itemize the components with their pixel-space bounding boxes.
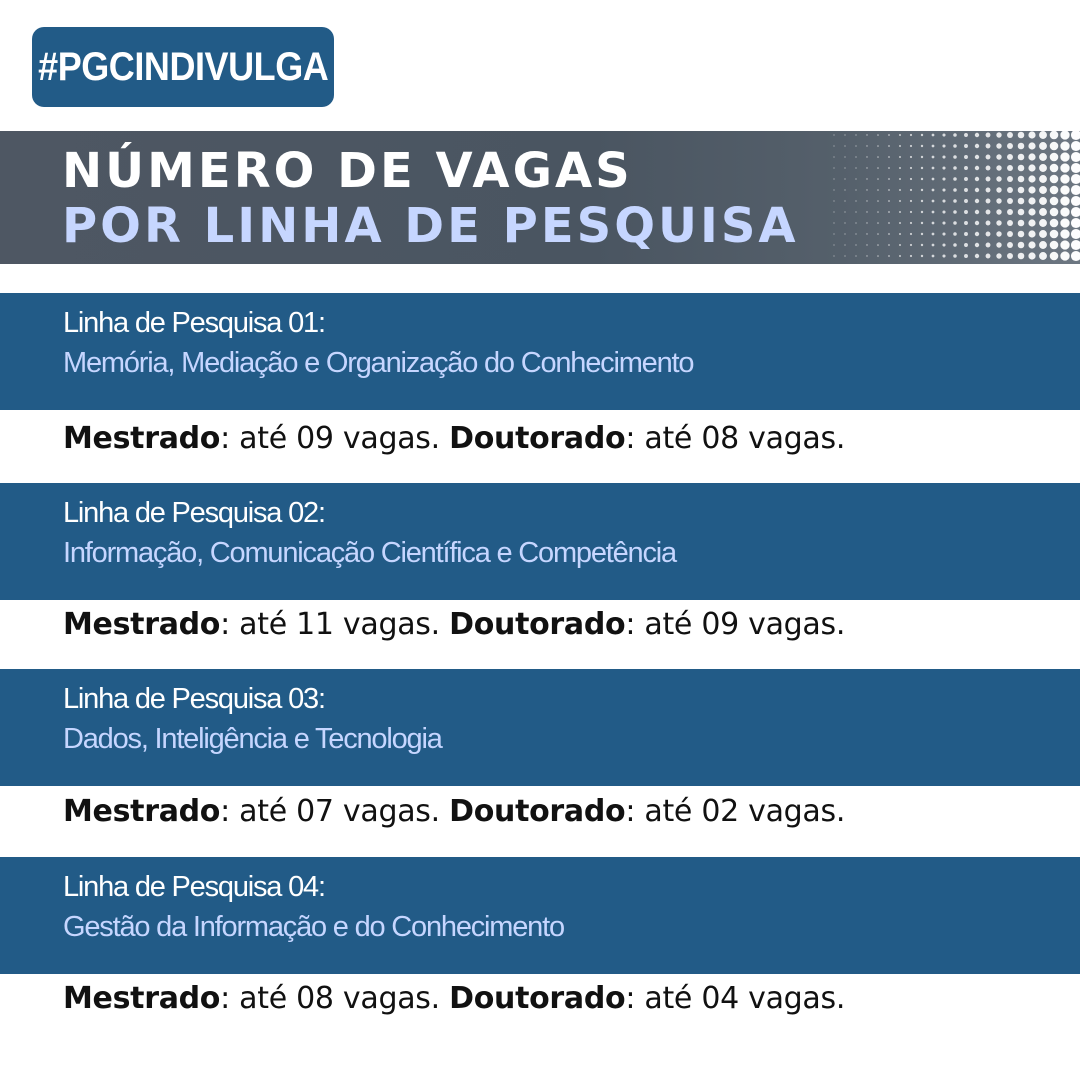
research-line-label: Linha de Pesquisa 03: — [63, 683, 325, 715]
mestrado-label: Mestrado — [63, 421, 221, 456]
doutorado-count: : até 02 vagas. — [625, 794, 846, 829]
vacancies-line-01 — [63, 421, 845, 456]
doutorado-count: : até 04 vagas. — [625, 981, 846, 1016]
hashtag-badge — [32, 27, 334, 107]
vacancies-line-03 — [63, 794, 845, 829]
research-line-title: Gestão da Informação e do Conhecimento — [63, 911, 564, 943]
research-line-label: Linha de Pesquisa 01: — [63, 307, 325, 339]
research-line-label: Linha de Pesquisa 02: — [63, 497, 325, 529]
research-line-title: Memória, Mediação e Organização do Conhecimento — [63, 347, 694, 379]
research-line-label: Linha de Pesquisa 04: — [63, 871, 325, 903]
header-banner — [0, 131, 1080, 264]
mestrado-count: : até 11 vagas. — [220, 607, 450, 642]
halftone-dots-decoration — [830, 131, 1080, 264]
research-line-01-band — [0, 293, 1080, 410]
mestrado-label: Mestrado — [63, 607, 221, 642]
doutorado-count: : até 08 vagas. — [625, 421, 846, 456]
research-line-title: Informação, Comunicação Científica e Competência — [63, 537, 676, 569]
page-subtitle: POR LINHA DE PESQUISA — [62, 198, 799, 254]
doutorado-count: : até 09 vagas. — [625, 607, 846, 642]
research-line-title: Dados, Inteligência e Tecnologia — [63, 723, 442, 755]
mestrado-count: : até 09 vagas. — [220, 421, 450, 456]
vacancies-line-04 — [63, 981, 845, 1016]
doutorado-label: Doutorado — [449, 421, 626, 456]
vacancies-line-02 — [63, 607, 845, 642]
research-line-02-band — [0, 483, 1080, 600]
mestrado-label: Mestrado — [63, 981, 221, 1016]
mestrado-count: : até 07 vagas. — [220, 794, 450, 829]
hashtag-text: #PGCINDIVULGA — [37, 44, 329, 89]
research-line-03-band — [0, 669, 1080, 786]
mestrado-label: Mestrado — [63, 794, 221, 829]
page-title: NÚMERO DE VAGAS — [62, 143, 633, 199]
doutorado-label: Doutorado — [449, 607, 626, 642]
research-line-04-band — [0, 857, 1080, 974]
doutorado-label: Doutorado — [449, 794, 626, 829]
doutorado-label: Doutorado — [449, 981, 626, 1016]
mestrado-count: : até 08 vagas. — [220, 981, 450, 1016]
